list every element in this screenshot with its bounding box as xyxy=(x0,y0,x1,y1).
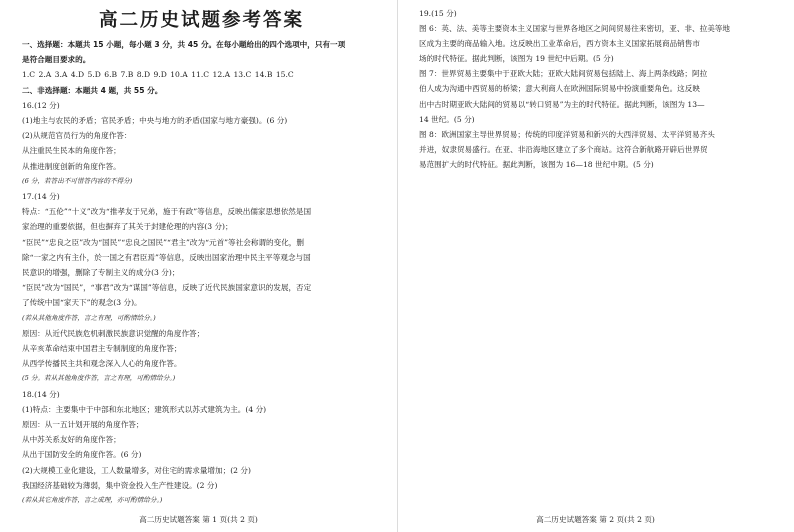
answer-line: 17.(14 分) xyxy=(22,192,60,202)
answer-line: 从辛亥革命结束中国君主专制制度的角度作答； xyxy=(22,344,182,354)
multiple-choice-answers: 1.C 2.A 3.A 4.D 5.D 6.B 7.B 8.D 9.D 10.A 11.C 12.A 13.C 14.B 15.C xyxy=(22,70,294,80)
answer-line: 区成为主要的商品输入地。这反映出工业革命后，西方资本主义国家拓展商品销售市 xyxy=(419,39,700,49)
answer-page-2 xyxy=(397,0,794,532)
section1-heading-line2: 是符合题目要求的。 xyxy=(22,55,91,65)
answer-line: 家治理的重要依据，但也摒弃了其关于封建伦理的内容(3 分)； xyxy=(22,222,233,232)
question-19 xyxy=(419,6,774,172)
answer-line: 图 7：世界贸易主要集中于亚欧大陆；亚欧大陆间贸易包括陆上、海上两条线路；阿拉 xyxy=(419,69,708,79)
answer-line: 14 世纪。(5 分) xyxy=(419,114,475,124)
answer-line: 出中古时期亚欧大陆间的贸易以“转口贸易”为主的时代特征。据此判断，该图为 13— xyxy=(419,99,705,109)
question-16 xyxy=(22,98,381,189)
answer-line: 图 6：英、法、美等主要资本主义国家与世界各地区之间间贸易往来密切，亚、非、拉美等地 xyxy=(419,24,730,34)
answer-line: 19.(15 分) xyxy=(419,9,457,18)
answer-line: (1)特点：主要集中于中部和东北地区；建筑形式以苏式建筑为主。(4 分) xyxy=(22,404,267,414)
answer-line: 16.(12 分) xyxy=(22,100,60,110)
answer-line: 18.(14 分) xyxy=(22,389,60,399)
answer-line: (2)从规范官员行为的角度作答： xyxy=(22,131,132,141)
answer-line: 从中苏关系友好的角度作答； xyxy=(22,435,121,445)
scoring-note: (6 分，若答出不可惜答内容的不得分) xyxy=(22,176,133,185)
question-17 xyxy=(22,189,381,387)
answer-line: 民意识的增强，删除了专制主义的成分(3 分)； xyxy=(22,268,180,278)
question-18 xyxy=(22,387,381,509)
section2-heading: 二、非选择题：本题共 4 题，共 55 分。 xyxy=(22,85,163,95)
answer-line: 易范围扩大的时代特征。据此判断，该图为 16—18 世纪中期。(5 分) xyxy=(419,159,654,169)
answer-line: 并进，奴隶贸易盛行。在亚、非沿海地区建立了多个商站。这符合新航路开辟后世界贸 xyxy=(419,144,708,154)
answer-line: 从注重民生民本的角度作答； xyxy=(22,146,121,156)
answer-line: “臣民”改为“国民”，“事君”改为“谋国”等信息，反映了近代民族国家意识的发展，否定 xyxy=(22,283,312,293)
answer-line: 从推进制度创新的角度作答。 xyxy=(22,161,121,171)
answer-line: 原因：从一五计划开展的角度作答； xyxy=(22,420,144,430)
answer-line: 场的时代特征。据此判断，该图为 19 世纪中后期。(5 分) xyxy=(419,54,614,64)
answer-line: (2)大规模工业化建设，工人数量增多，对住宅的需求量增加；(2 分) xyxy=(22,465,251,475)
answer-line: 从西学传播民主共和观念深入人心的角度作答。 xyxy=(22,359,182,369)
answer-line: 伯人成为沟通中西贸易的桥梁；意大利商人在欧洲国际贸易中扮演重要角色。这反映 xyxy=(419,84,700,94)
scoring-note: (若从其他角度作答，言之有理，可酌情给分。) xyxy=(22,313,156,322)
answer-line: “臣民”“忠良之臣”改为“国民”“忠良之国民”“君主”改为“元首”等社会称谓的变化，删 xyxy=(22,237,304,247)
answer-line: 了传统中国“家天下”的观念(3 分)。 xyxy=(22,298,142,308)
answer-line: 图 8：欧洲国家主导世界贸易；传统的印度洋贸易和新兴的大西洋贸易、太平洋贸易齐头 xyxy=(419,129,715,139)
section1-heading-line1: 一、选择题：本题共 15 小题，每小题 3 分，共 45 分。在每小题给出的四个选项中，只有一项 xyxy=(22,40,346,49)
answer-line: 原因：从近代民族危机刺激民族意识觉醒的角度作答； xyxy=(22,328,205,338)
answer-line: 从出于国防安全的角度作答。(6 分) xyxy=(22,450,142,460)
answer-line: 我国经济基础较为薄弱，集中资金投入生产性建设。(2 分) xyxy=(22,480,218,490)
answer-line: (1)地主与农民的矛盾；官民矛盾；中央与地方的矛盾(国家与地方豪强)。(6 分) xyxy=(22,116,288,126)
scoring-note: (5 分。若从其他角度作答，言之有理，可酌情给分。) xyxy=(22,374,176,383)
document-title: 高二历史试题参考答案 xyxy=(98,10,304,31)
answer-line: 除“一家之内有主仆，於一国之有君臣焉”等信息，反映出国家治理中民主平等观念与国 xyxy=(22,252,311,262)
page-1-footer: 高二历史试题答案 第 1 页(共 2 页) xyxy=(139,515,258,524)
page-2-footer: 高二历史试题答案 第 2 页(共 2 页) xyxy=(536,515,655,524)
scoring-note: (若从其它角度作答，言之成理，亦可酌情给分。) xyxy=(22,496,163,505)
answer-line: 特点：“五伦”“十义”改为“推孝友于兄弟，施于有政”等信息，反映出儒家思想依然是国 xyxy=(22,207,312,217)
